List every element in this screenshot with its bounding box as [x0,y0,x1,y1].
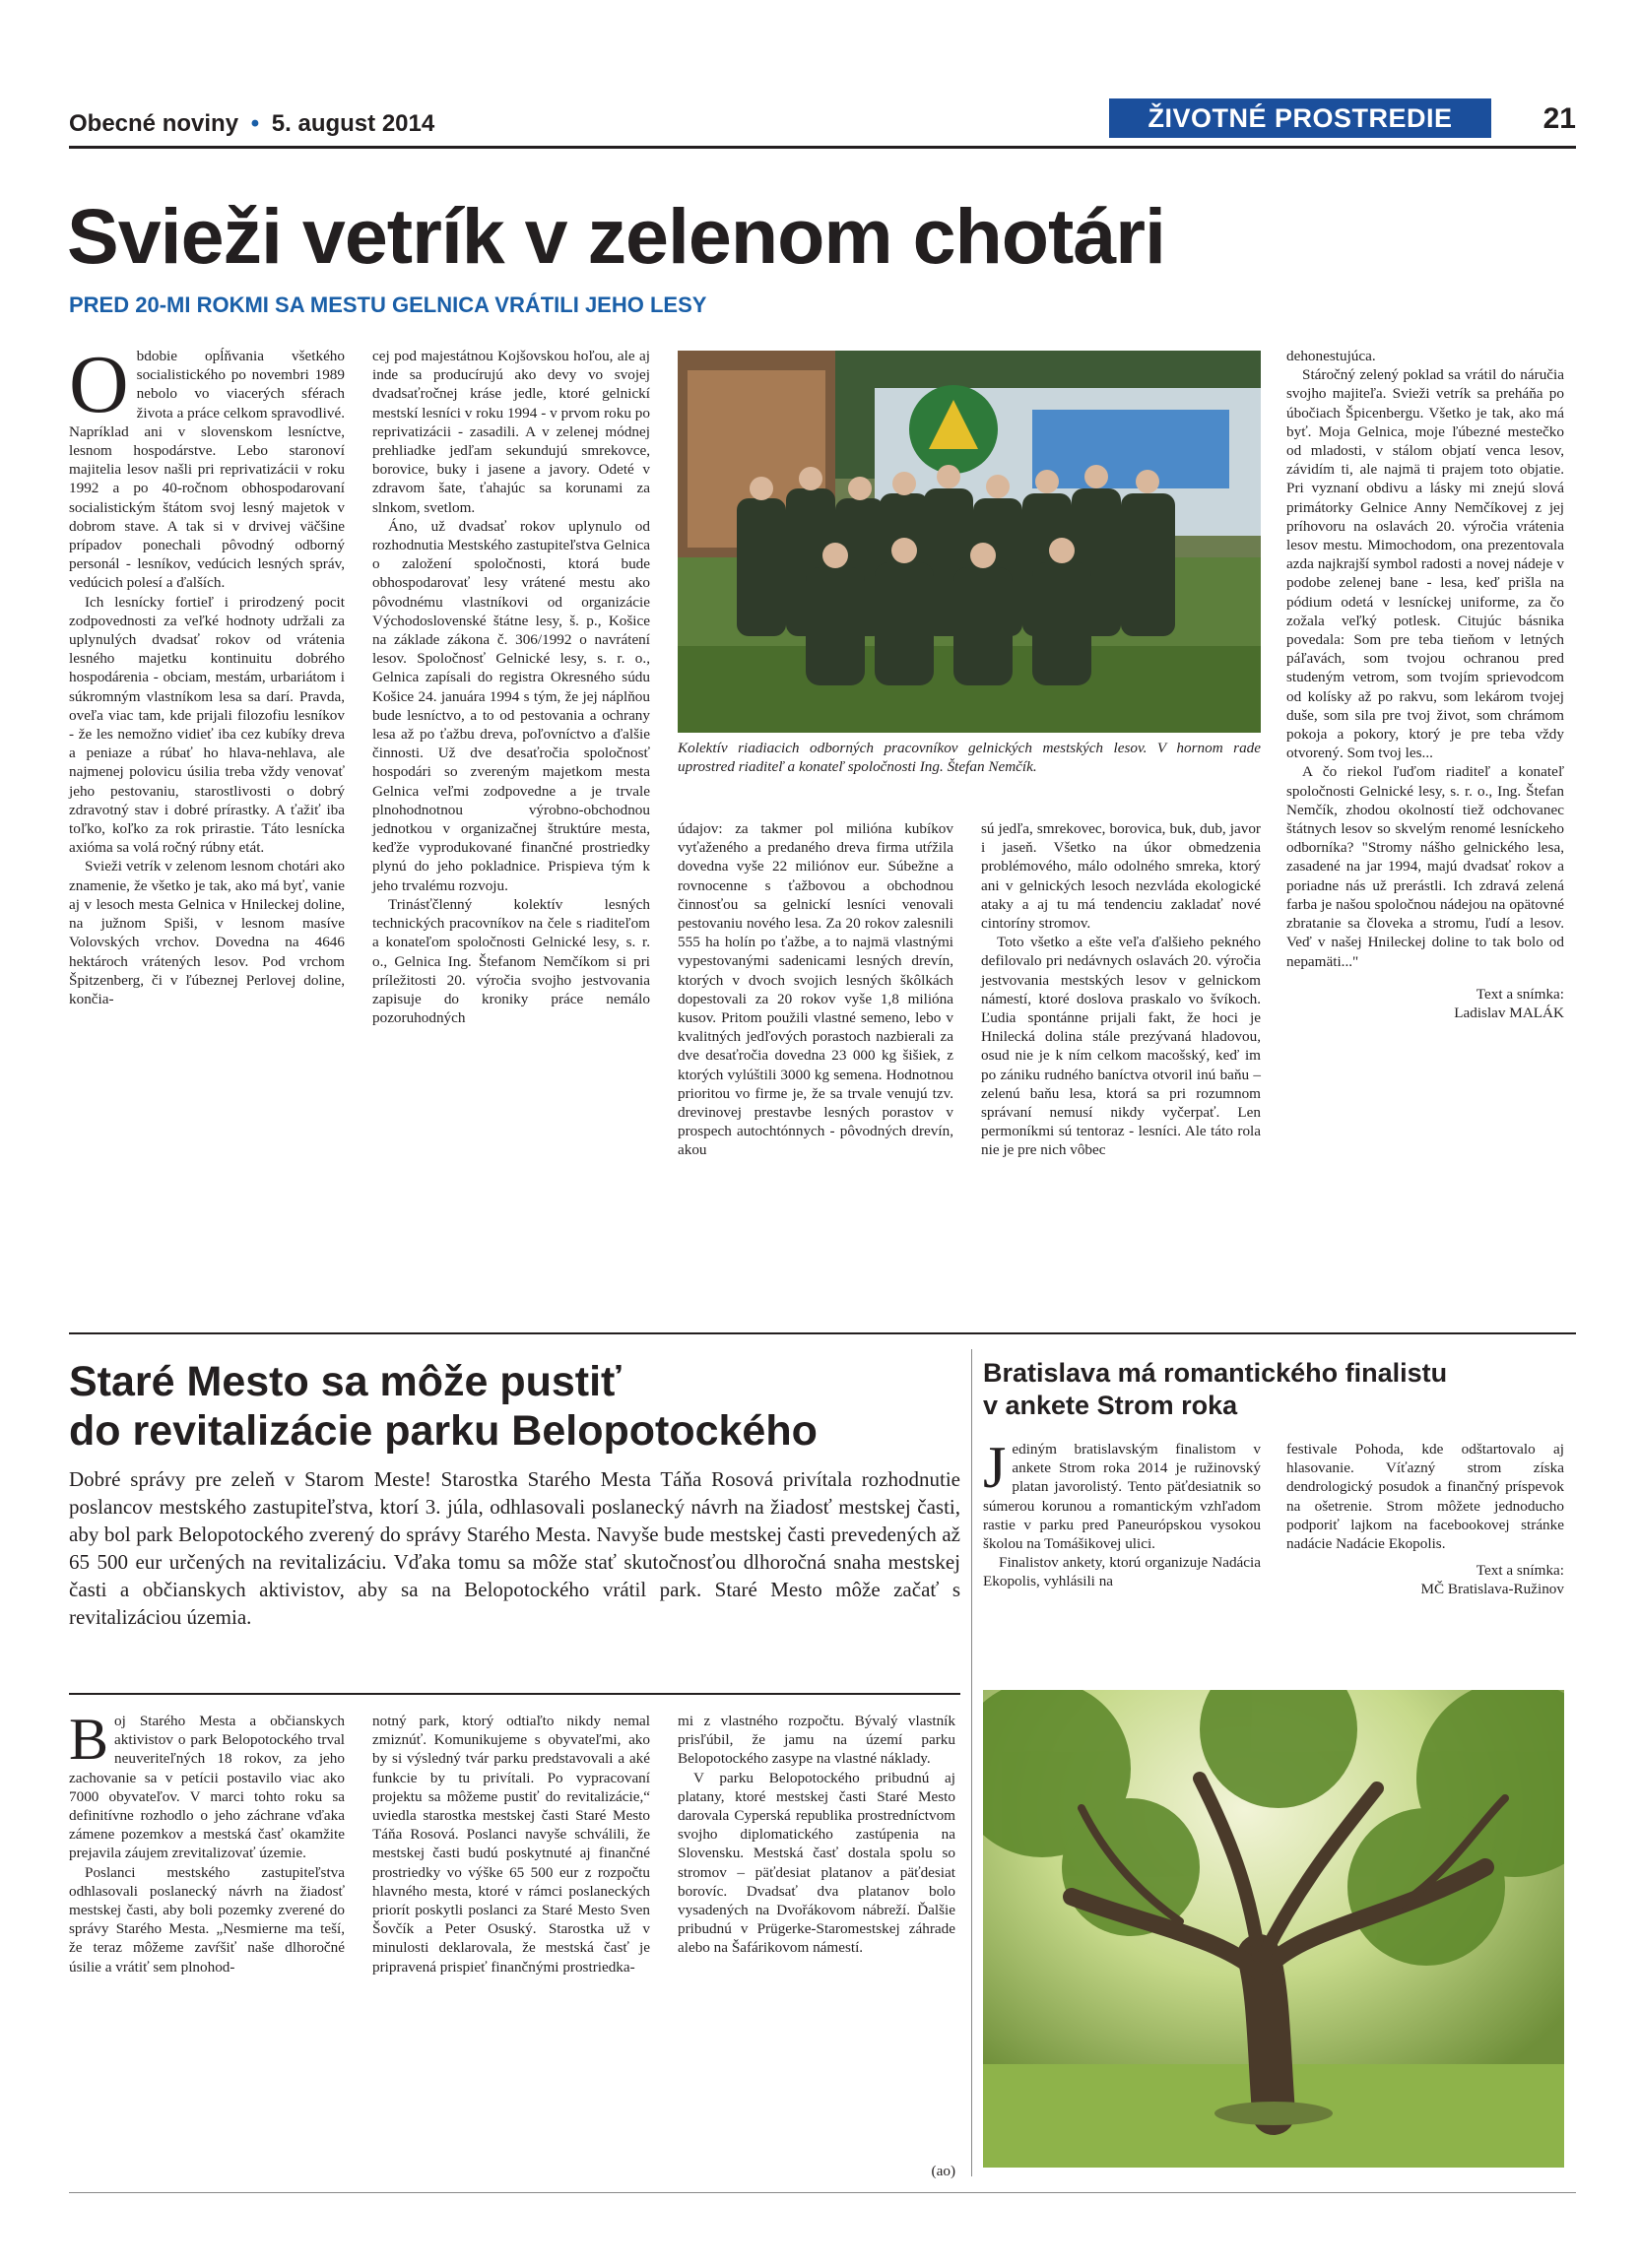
article2-column-2 [372,1712,650,1976]
article1-paragraph: Stáročný zelený poklad sa vrátil do náručia svojho majiteľa. Svieži vetrík sa preháňa po úbočiach Špicenbergu. Všetko je tak, ako má byť. Moja Gelnica, moje ľúbezné mestečko od mladosti, v stálom objatí venca lesov, závidím ti, ale najmä ti prajem toto objatie. Pri vyznaní obdivu a lásky mi znejú slová primátorky Gelnice Anny Nemčíkovej z jej príhovoru na oslavách 20. výročia vrátenia lesov mestu. Mimochodom, ona prezentovala azda najkrajší symbol radosti a novej nádeje v podobe zelenej bane - lesa, keď prišla na pódium odetá v lesníckej uniforme, za čo zožala veľký potlesk. Citujúc básnika povedala: Som pre teba tieňom v letných páľavách, som tvojou ochranou pred studeným vetrom, som tvojím sprievodcom od kolísky až po rakvu, som lekárom tvojej duše, som sila pre tvoj život, som chrámom pokoja a pokory, ktorý je pre teba vždy otvorený. Som tvoj les... [1286,366,1564,762]
article3-title-line1: Bratislava má romantického finalistu [983,1358,1448,1388]
group-photo-image [678,351,1261,733]
author-credit: Text a snímka: [1476,985,1564,1003]
paper-name: Obecné noviny [69,110,239,137]
article2-paragraph: notný park, ktorý odtiaľto nikdy nemal zmiznúť. Komunikujeme s obyvateľmi, ako by si výsledný tvár parku predstavovali a aké funkcie by tu privítali. Po vypracovaní projektu sa môžeme pustiť do revitalizácie,“ uviedla starostka mestskej časti Staré Mesto Táňa Rosová. Poslanci navyše schválili, že mestskej časti budú poskytnuté aj finančné prostriedky vo výške 65 500 eur z rozpočtu hlavného mesta, ktoré v rámci poslaneckých priorít poskytli poslanci za Staré Mesto Sven Šovčík a Peter Osuský. Starostka už v minulosti deklarovala, že mestská časť je pripravená prispieť finančnými prostriedka- [372,1713,650,1976]
article1-paragraph: Ich lesnícky fortieľ i prirodzený pocit zodpovednosti za veľké hodnoty udržali za uplynulých dvadsať rokov od vrátenia lesného majetku kontinuitu dobrého hospodárenia - obciam, mestám, urbariátom i súkromným vlastníkom lesa sa darí. Pravda, oveľa viac tam, kde prijali filozofiu lesníkov - že les nemožno vidieť iba cez kubíky dreva a peniaze a rúbať ho hlava-nehlava, ale najmenej polovicu úsilia treba vždy venovať jeho pestovaniu, starostlivosti o dobrý zdravotný stav i dobré prírastky. A ťažiť iba toľko, koľko za rok prirastie. Táto lesnícka axióma sa volá ročný rúbny etát. [69,593,345,857]
article1-paragraph: Áno, už dvadsať rokov uplynulo od rozhodnutia Mestského zastupiteľstva Gelnica o založení spoločnosti, ktorá bude obhospodarovať lesy vrátené mestu ako pôvodnému vlastníkovi od organizácie Východoslovenské štátne lesy, š. p., Košice na základe zákona č. 306/1992 o navrátení lesov. Spoločnosť Gelnické lesy, s. r. o., Gelnica zapísali do registra Okresného súdu Košice 24. januára 1994 s tým, že jej náplňou bude lesníctvo, a to od pestovania a ochrany lesa až po ťažbu dreva, poľovníctvo a ďalšie činnosti. Už dve desaťročia spoločnosť hospodári so zvereným majetkom mesta Gelnica veľmi zodpovedne a je trvale plnohodnotnou výrobno-obchodnou jednotkou v organizačnej štruktúre mesta, keďže vyprodukované finančné prostriedky plynú do jeho pokladnice. Prispieva tým k jeho trvalému rozvoju. [372,517,650,894]
masthead [69,109,434,139]
article3-dropcap: J [983,1435,1007,1500]
article2-title [69,1357,818,1456]
page-number: 21 [1542,102,1576,135]
article3-paragraph: festivale Pohoda, kde odštartovalo aj hlasovanie. Víťazný strom získa dendrologický posudok a finančný príspevok na ošetrenie. Strom môžete jednoducho podporiť lajkom na facebookovej stránke nadácie Nadácie Ekopolis. [1286,1441,1564,1553]
lead-rule [69,1693,960,1695]
bottom-rule [69,2192,1576,2193]
tree-photo-image [983,1690,1564,2168]
photo-caption: Kolektív riadiacich odborných pracovníkov gelnických mestských lesov. V hornom rade uprostred riaditeľ a konateľ spoločnosti Ing. Štefan Nemčík. [678,740,1261,776]
article2-lead: Dobré správy pre zeleň v Starom Meste! Starostka Starého Mesta Táňa Rosová privítala rozhodnutie poslancov mestského zastupiteľstva, ktorí 3. júla, odhlasovali poslanecký návrh na žiadosť mestskej časti, aby bol park Belopotockého zverený do správy Starého Mesta. Navyše bude mestskej časti prevedených až 65 500 eur určených na revitalizáciu. Vďaka tomu sa môže stať skutočnosťou dlhoročná snaha mestskej časti a občianskych aktivistov, aby sa na Belopotockého vrátil park. Staré Mesto môže začať s revitalizáciou územia. [69,1467,960,1629]
article1-paragraph: cej pod majestátnou Kojšovskou hoľou, ale aj inde sa producírujú ako devy vo svojej dvadsaťročnej kráse jedle, ktoré gelnickí mestskí lesníci v roku 1994 - v prvom roku po reprivatizácii - zasadili. A v zelenej módnej prehliadke jedľam sekundujú smrekovce, borovice, buky i jasene a javory. Odeté v zdravom šate, ťahajúc sa korunami za slnkom, svetlom. [372,348,650,516]
article2-signature: (ao) [931,2163,955,2179]
article1-paragraph: A čo riekol ľuďom riaditeľ a konateľ spoločnosti Gelnické lesy, s. r. o., Ing. Štefan Nemčík, zhodou okolností tiež odchovanec štátnych lesov so skvelým renomé lesníckeho odborníka? "Stromy nášho gelnického lesa, zasadené na jar 1994, majú dvadsať rokov a poriadne nás už prerástli. Ich zdravá zelená farba je našou spoločnou nádejou na opätovné zbratanie sa človeka a stromu, ľudí a lesov. Veď v našej Hnileckej doline to tak bolo od nepamäti..." [1286,763,1564,970]
article3-credit-name: MČ Bratislava-Ružinov [1420,1581,1564,1598]
article2-paragraph: oj Starého Mesta a občianskych aktivistov o park Belopotockého trval neuveriteľných 18 rokov, za jeho zachovanie sa v petícii postavilo viac ako 7000 obyvateľov. V marci tohto roku sa definitívne rozhodlo o jeho záchrane vďaka zámene pozemkov a mestská časť okamžite prejavila záujem zrevitalizovať územie. [69,1713,345,1862]
article1-column-1 [69,339,345,1008]
article3-column-1 [983,1435,1261,1591]
section-label: ŽIVOTNÉ PROSTREDIE [1109,98,1491,138]
article1-paragraph: bdobie opĺňvania všetkého socialistického po novembri 1989 nebolo vo viacerých sférach života a práce celkom spravodlivé. Napríklad ani v slovenskom lesníctve, lesnom hospodárstve. Lebo staronoví majitelia lesov našli pri reprivatizácii v roku 1992 a po 40-ročnom obhospodarovaní socialistickým štátom svoj lesný majetok v dobrom stave. A tak si v drvivej väčšine prípadov ponechali pôvodný odborný personál - lesníkov, vedúcich lesných správ, vedúcich polesí a ďalších. [69,348,345,592]
article-divider [69,1332,1576,1334]
article2-paragraph: V parku Belopotockého pribudnú aj platany, ktoré mestskej časti Staré Mesto darovala Cyperská republika prostredníctvom svojho diplomatického zastúpenia na Slovensku. Mestská časť dostala spolu so stromov – päťdesiat platanov a päťdesiat borovíc. Dvadsať dva platanov bolo vysadených na Dvořákovom nábreží. Ďalšie pribudnú v Prügerke-Staromestskej záhrade alebo na Šafárikovom námestí. [678,1769,955,1957]
article1-paragraph: Toto všetko a ešte veľa ďalšieho pekného defilovalo pri nedávnych oslavách 20. výročia jestvovania mestských lesov v gelnickom námestí, ktoré doslova praskalo vo švíkoch. Ľudia spontánne prijali fakt, že hoci je Hnilecká dolina stále prezývaná hladovou, osud nie je k ním celkom macošský, keď im po zániku rudného baníctva otvoril inú baňu – zelenú baňu lesa, ktorá sa pri rozumnom správaní nemusí nikdy vyčerpať. Len permoníkmi sú tentoraz - lesníci. Ale táto rola nie je pre nich vôbec [981,934,1261,1159]
article1-title: Svieži vetrík v zelenom chotári [67,192,1165,280]
article3-title-line2: v ankete Strom roka [983,1391,1238,1420]
column-divider [971,1349,972,2176]
article1-column-4 [981,819,1261,1160]
article3-title [983,1357,1574,1422]
article2-column-1 [69,1707,345,1976]
header-rule [69,146,1576,149]
article1-dropcap: O [69,339,129,430]
article2-title-line1: Staré Mesto sa môže pustiť [69,1358,622,1405]
bullet-separator: • [250,110,260,137]
article2-title-line2: do revitalizácie parku Belopotockého [69,1407,818,1455]
article3-column-2 [1286,1440,1564,1599]
article2-paragraph: mi z vlastného rozpočtu. Bývalý vlastník prisľúbil, že jamu na území parku Belopotockého zasype na vlastné náklady. [678,1713,955,1768]
article1-paragraph: dehonestujúca. [1286,348,1376,364]
article1-subtitle: PRED 20-MI ROKMI SA MESTU GELNICA VRÁTILI JEHO LESY [69,292,707,317]
issue-date: 5. august 2014 [271,110,435,137]
article3-paragraph: ediným bratislavským finalistom v ankete Strom roka 2014 je ružinovský platan javorolistý. Tento päťdesiatnik so súmerou korunou a romantickým vzhľadom rastie v parku pred Paneurópskou vysokou školou na Tomášikovej ulici. [983,1441,1261,1553]
article1-column-5 [1286,347,1564,1022]
article1-paragraph: údajov: za takmer pol milióna kubíkov vyťaženého a predaného dreva firma utŕžila dovedna vyše 22 miliónov eur. Súbežne a rovnocenne s ťažbovou a obchodnou činnosťou sa gelnickí lesníci venovali pestovaniu nového lesa. Za 20 rokov zalesnili 555 ha holín po ťažbe, a to najmä vlastnými vypestovanými sadenicami lesných drevín, ktorých v dvoch svojich lesných škôlkách dopestovali za 20 rokov vyše 1,8 milióna kusov. Pritom použili vlastné semeno, lebo v kvalitných jedľových porastoch nazbierali za dve desaťročia dovedna 23 000 kg šišiek, z ktorých vylúštili 3000 kg semena. Hodnotnou prioritou vo firme je, že sa trvale venujú tzv. drevinovej prestavbe lesných porastov v prospech autochtónnych - pôvodných drevín, akou [678,820,953,1159]
author-name: Ladislav MALÁK [1454,1004,1564,1021]
article2-column-3 [678,1712,955,1958]
article1-column-2 [372,347,650,1027]
article1-paragraph: Svieži vetrík v zelenom lesnom chotári ako znamenie, že všetko je tak, ako má byť, vanie aj v lesoch mesta Gelnica v Hnileckej doline, na južnom Spiši, v lesnom masíve Volovských vrchov. Dovedna na 4646 hektároch vrátených lesov. Pod vrchom Špitzenberg, či v ľúbeznej Perlovej doline, končia- [69,858,345,1007]
article3-paragraph: Finalistov ankety, ktorú organizuje Nadácia Ekopolis, vyhlásili na [983,1554,1261,1590]
article1-paragraph: sú jedľa, smrekovec, borovica, buk, dub, javor i jaseň. Všetko na úkor obmedzenia problémového, málo odolného smreka, ktorý ani v gelnických lesoch nezvláda ekologické ataky a aj tu má tendenciu zakladať nové cintoríny stromov. [981,820,1261,933]
article3-credit: Text a snímka: [1476,1562,1564,1580]
article2-paragraph: Poslanci mestského zastupiteľstva odhlasovali poslanecký návrh na žiadosť mestskej časti, aby boli pozemky zverené do správy Starého Mesta. „Nesmierne ma teší, že teraz môžeme zavŕšiť naše dlhoročné úsilie a vrátiť sem plnohod- [69,1863,345,1976]
article1-column-3 [678,819,953,1160]
article2-dropcap: B [69,1707,109,1772]
article1-paragraph: Trinásťčlenný kolektív lesných technických pracovníkov na čele s riaditeľom a konateľom spoločnosti Gelnické lesy, s. r. o., Gelnica Ing. Štefanom Nemčíkom si pri príležitosti 20. výročia svojho jestvovania zapisuje do kroniky práce nemálo pozoruhodných [372,895,650,1027]
